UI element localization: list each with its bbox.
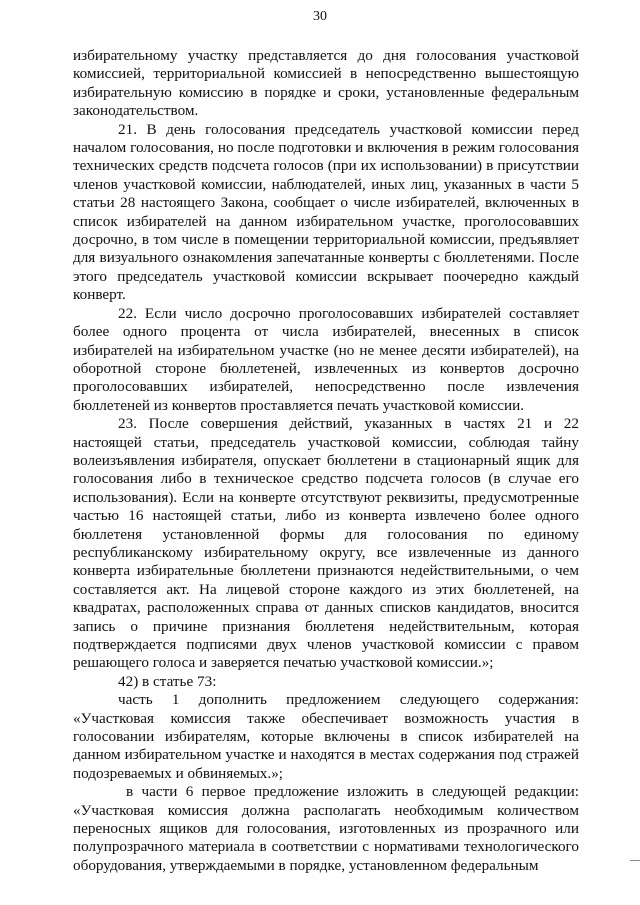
paragraph-21: 21. В день голосования председатель участковой комиссии перед началом голосования, но после подготовки и включения в режим голосования технических средств подсчета голосов (при их использовании) в присутствии членов участковой комиссии, наблюдателей, иных лиц, указанных в части 5 статьи 28 настоящего Закона, сообщает о числе избирателей, включенных в список избирателей на данном избирательном участке, проголосовавших досрочно, в том числе в помещении территориальной комиссии, предъявляет для визуального ознакомления запечатанные конверты с бюллетенями. После этого председатель участковой комиссии вскрывает поочередно каждый конверт. — [73, 120, 579, 304]
document-body — [73, 47, 579, 875]
scan-edge-mark — [630, 860, 640, 861]
page-number: 30 — [313, 9, 327, 24]
part-6-amendment: в части 6 первое предложение изложить в следующей редакции: «Участковая комиссия должна располагать необходимым количеством переносных ящиков для голосования, изготовленных из прозрачного или полупрозрачного материала в соответствии с нормативами технологического оборудования, утверждаемыми в порядке, установленном федеральным — [73, 783, 579, 874]
paragraph-22: 22. Если число досрочно проголосовавших избирателей составляет более одного процента от числа избирателей, внесенных в список избирателей на избирательном участке (но не менее десяти избирателей), на оборотной стороне бюллетеней, извлеченных из конвертов досрочно проголосовавших избирателей, непосредственно после извлечения бюллетеней из конвертов проставляется печать участковой комиссии. — [73, 304, 579, 414]
paragraph-23: 23. После совершения действий, указанных в частях 21 и 22 настоящей статьи, председатель участковой комиссии, соблюдая тайну волеизъявления избирателя, опускает бюллетени в стационарный ящик для голосования либо в техническое средство подсчета голосов (в случае его использования). Если на конверте отсутствуют реквизиты, предусмотренные частью 16 настоящей статьи, либо из конверта извлечено более одного бюллетеня установленной формы для голосования по единому республиканскому избирательному округу, все извлеченные из данного конверта избирательные бюллетени признаются недействительными, о чем составляется акт. На лицевой стороне каждого из этих бюллетеней, на квадратах, расположенных справа от данных списков кандидатов, вносится запись о причине признания бюллетеня недействительным, которая подтверждается подписями двух членов участковой комиссии с правом решающего голоса и заверяется печатью участковой комиссии.»; — [73, 415, 579, 672]
part-1-amendment: часть 1 дополнить предложением следующего содержания: «Участковая комиссия также обеспечивает возможность участия в голосовании избирателям, которые включены в список избирателей на данном избирательном участке и находятся в местах содержания под стражей подозреваемых и обвиняемых.»; — [73, 691, 579, 782]
paragraph-continuation: избирательному участку представляется до дня голосования участковой комиссией, территориальной комиссией в непосредственно вышестоящую избирательную комиссию в порядке и сроки, установленные федеральным законодательством. — [73, 47, 579, 120]
item-42-heading: 42) в статье 73: — [118, 672, 217, 690]
